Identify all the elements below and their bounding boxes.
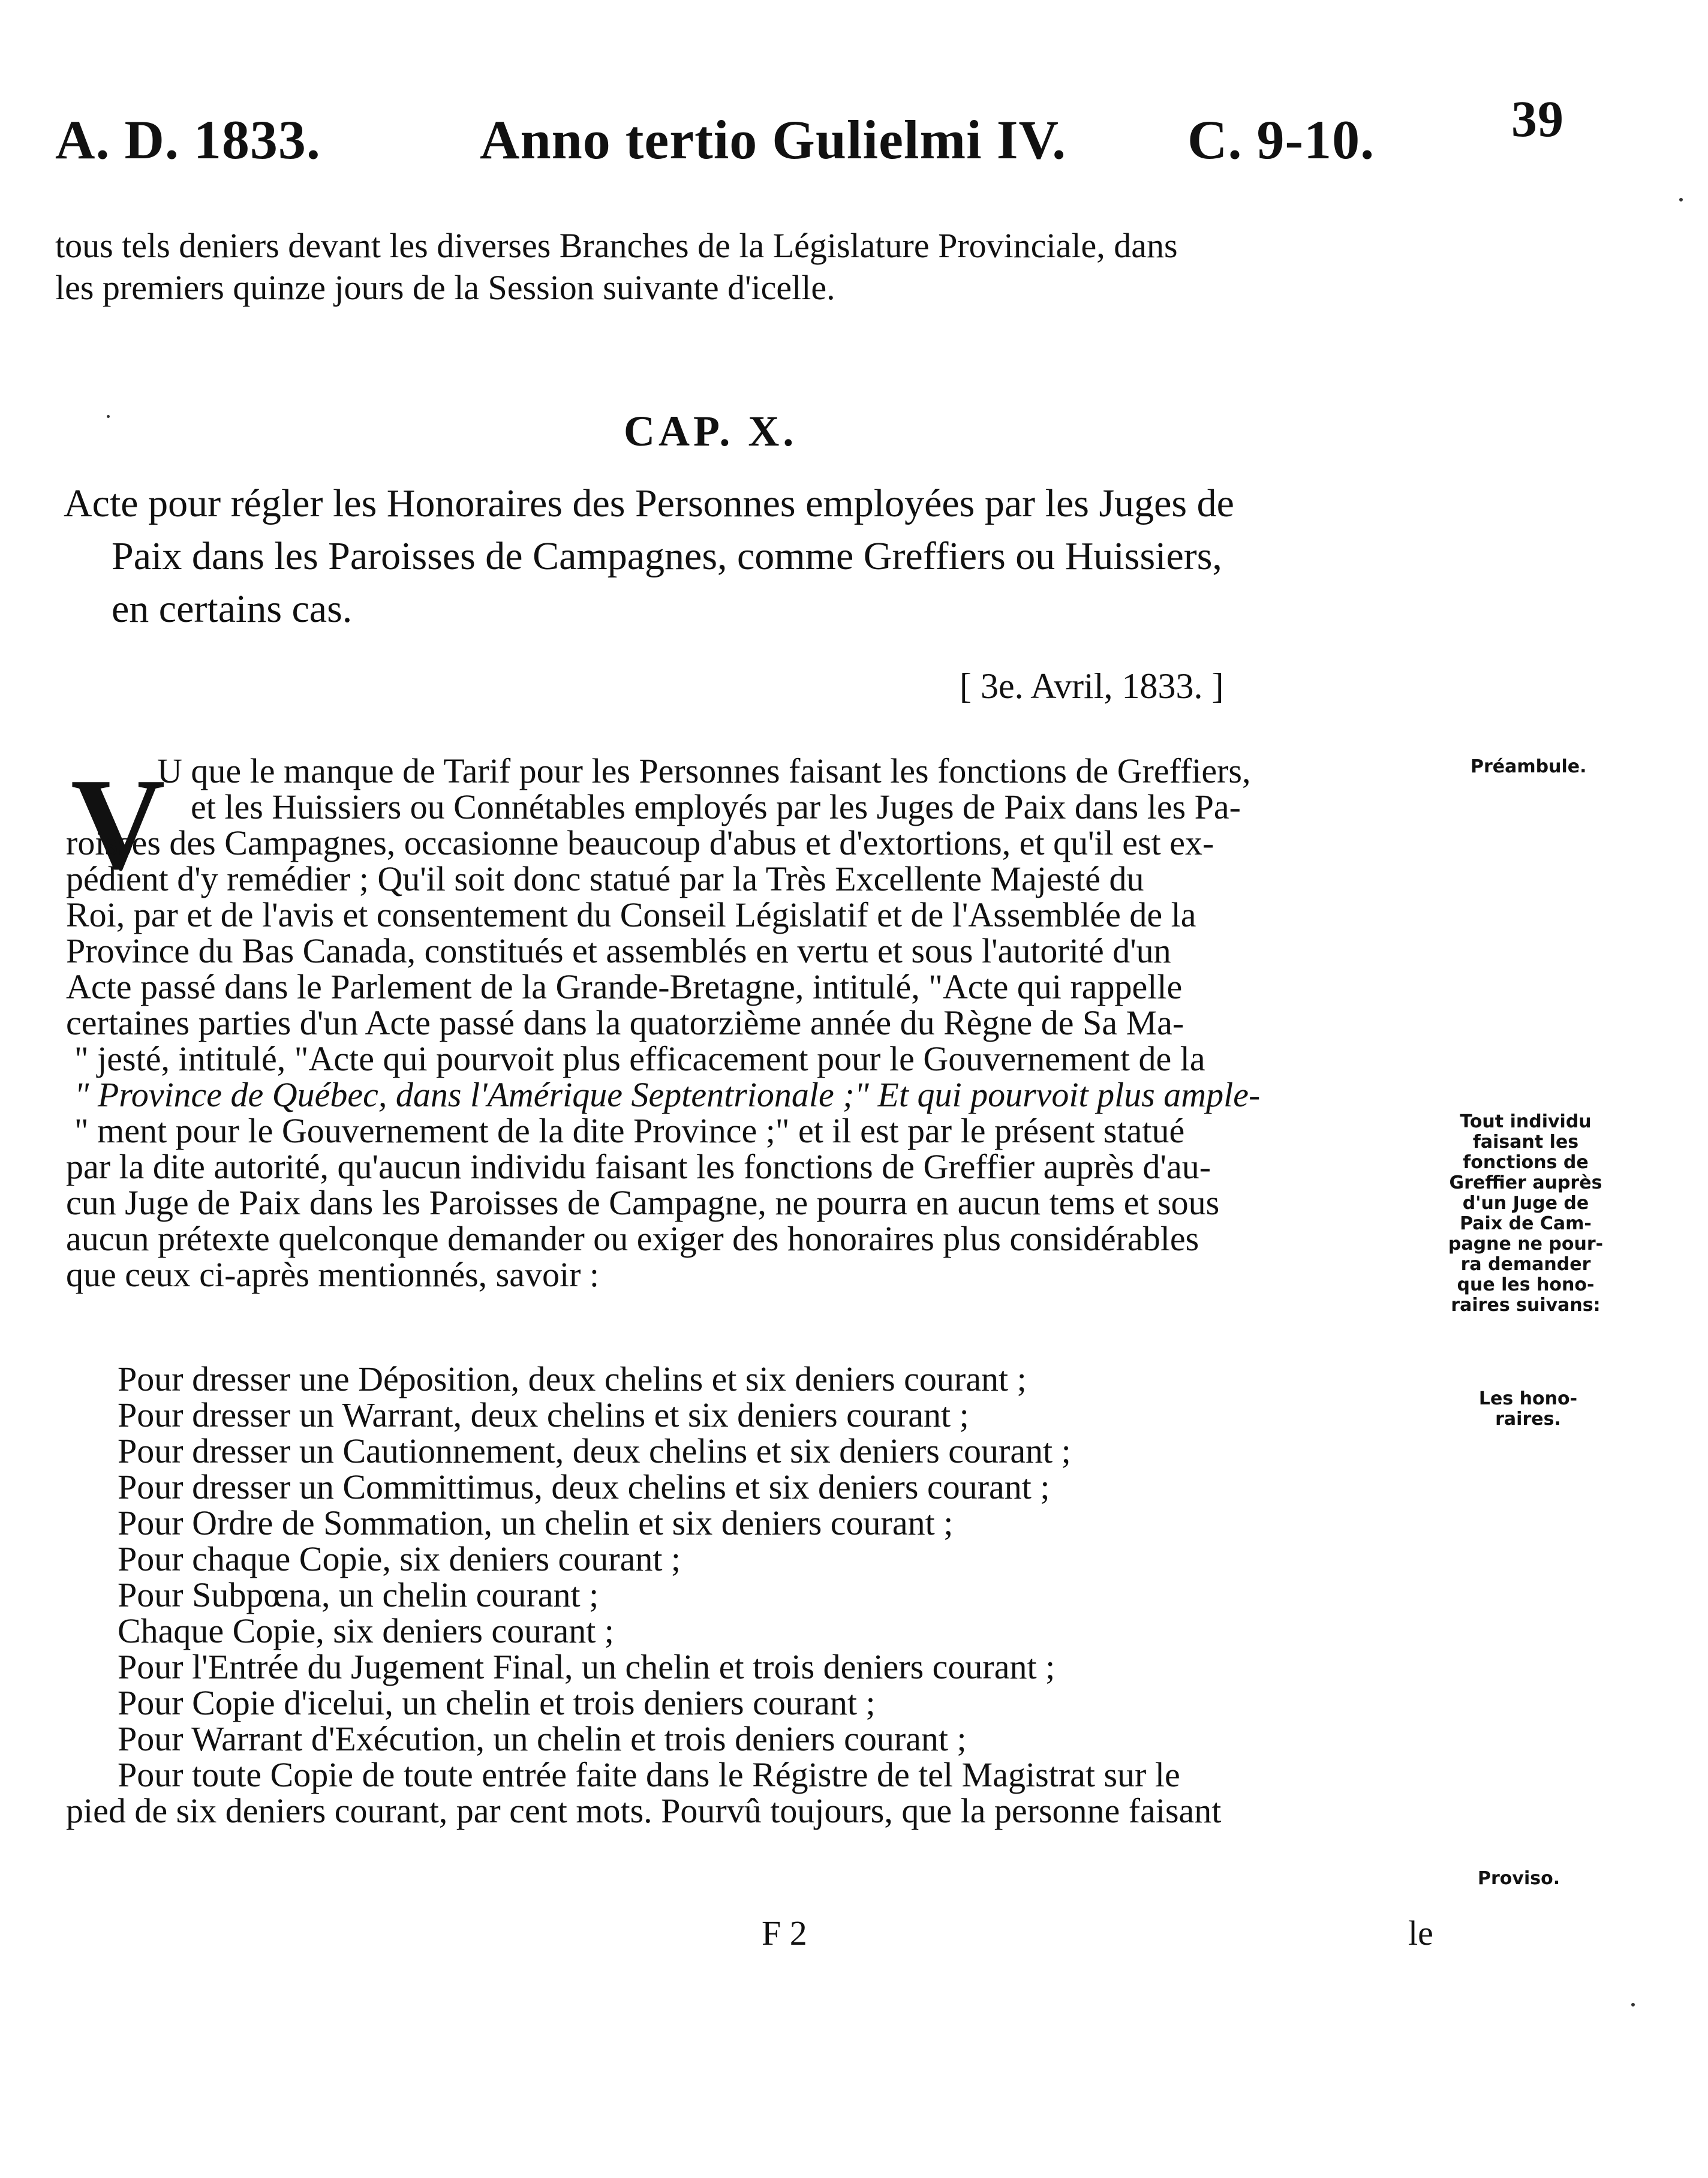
fee-item: Pour Copie d'icelui, un chelin et trois deniers courant ; [118, 1683, 876, 1722]
fee-item: Pour toute Copie de toute entrée faite dans le Régistre de tel Magistrat sur le [118, 1755, 1180, 1794]
preamble-line: cun Juge de Paix dans les Paroisses de Campagne, ne pourra en aucun tems et sous [66, 1183, 1220, 1222]
scan-speck [107, 415, 110, 418]
signature-mark: F 2 [762, 1914, 807, 1953]
fee-item: Pour dresser une Déposition, deux chelins et six deniers courant ; [118, 1359, 1027, 1398]
preamble-line: Acte passé dans le Parlement de la Grande-Bretagne, intitulé, "Acte qui rappelle [66, 967, 1183, 1006]
preamble-line: que ceux ci-après mentionnés, savoir : [66, 1255, 600, 1294]
act-date: [ 3e. Avril, 1833. ] [960, 666, 1224, 706]
act-title-line: Paix dans les Paroisses de Campagnes, comme Greffiers ou Huissiers, [112, 534, 1222, 578]
act-title-line: Acte pour régler les Honoraires des Personnes employées par les Juges de [64, 482, 1234, 525]
margin-note-line: que les hono- [1457, 1274, 1595, 1295]
scan-speck [1679, 198, 1683, 201]
header-title: Anno tertio Gulielmi IV. [480, 109, 1067, 170]
scan-speck [1631, 2003, 1635, 2006]
preamble-line: Roi, par et de l'avis et consentement du Conseil Législatif et de l'Assemblée de la [66, 895, 1196, 934]
margin-note-line: Les hono- [1478, 1388, 1578, 1409]
drop-cap: V [71, 752, 166, 897]
fee-item: Pour l'Entrée du Jugement Final, un chelin et trois deniers courant ; [118, 1647, 1056, 1686]
margin-note-line: fonctions de [1463, 1152, 1589, 1173]
margin-note-fees [1468, 1389, 1588, 1430]
margin-note-line: raires. [1495, 1409, 1561, 1430]
preamble-line: par la dite autorité, qu'aucun individu faisant les fonctions de Greffier auprès d'au- [66, 1147, 1211, 1186]
header-chapter: C. 9-10. [1187, 109, 1375, 170]
margin-note-line: ra demander [1460, 1254, 1591, 1275]
preamble-line: " Province de Québec, dans l'Amérique Septentrionale ;" Et qui pourvoit plus ample- [74, 1075, 1261, 1114]
fee-item: Chaque Copie, six deniers courant ; [118, 1611, 614, 1650]
preamble-line: roisses des Campagnes, occasionne beaucoup d'abus et d'extortions, et qu'il est ex- [66, 823, 1214, 862]
preamble-line: Province du Bas Canada, constitués et assemblés en vertu et sous l'autorité d'un [66, 931, 1171, 970]
fee-item: Pour dresser un Warrant, deux chelins et six deniers courant ; [118, 1395, 969, 1434]
margin-note-proviso: Proviso. [1478, 1868, 1560, 1889]
fee-item: Pour chaque Copie, six deniers courant ; [118, 1539, 681, 1578]
margin-note-line: Tout individu [1460, 1111, 1592, 1132]
act-title-line: en certains cas. [112, 587, 353, 631]
preamble-line: U que le manque de Tarif pour les Personnes faisant les fonctions de Greffiers, [157, 751, 1251, 790]
margin-note-individual [1444, 1112, 1607, 1316]
margin-note-preamble: Préambule. [1471, 756, 1587, 777]
continuation-line: tous tels deniers devant les diverses Branches de la Législature Provinciale, dans [55, 226, 1178, 265]
fee-item: pied de six deniers courant, par cent mots. Pourvû toujours, que la personne faisant [66, 1791, 1222, 1830]
margin-note-line: faisant les [1472, 1132, 1579, 1153]
page-number: 39 [1511, 90, 1564, 148]
margin-note-line: Paix de Cam- [1460, 1213, 1592, 1234]
fee-item: Pour Ordre de Sommation, un chelin et six deniers courant ; [118, 1503, 954, 1542]
catchword: le [1408, 1914, 1433, 1953]
preamble-line: et les Huissiers ou Connétables employés par les Juges de Paix dans les Pa- [191, 787, 1241, 826]
margin-note-line: raires suivans: [1451, 1295, 1601, 1316]
margin-note-line: d'un Juge de [1462, 1193, 1589, 1214]
preamble-line: certaines parties d'un Acte passé dans la quatorzième année du Règne de Sa Ma- [66, 1003, 1184, 1042]
margin-note-line: pagne ne pour- [1448, 1234, 1604, 1255]
continuation-line: les premiers quinze jours de la Session suivante d'icelle. [55, 268, 835, 307]
header-year: A. D. 1833. [55, 109, 321, 170]
chapter-heading: CAP. X. [624, 407, 798, 455]
margin-note-line: Greffier auprès [1449, 1172, 1602, 1193]
preamble-line: " ment pour le Gouvernement de la dite Province ;" et il est par le présent statué [74, 1111, 1185, 1150]
preamble-line: aucun prétexte quelconque demander ou exiger des honoraires plus considérables [66, 1219, 1199, 1258]
fee-item: Pour Warrant d'Exécution, un chelin et trois deniers courant ; [118, 1719, 967, 1758]
fee-item: Pour Subpœna, un chelin courant ; [118, 1575, 599, 1614]
fee-item: Pour dresser un Committimus, deux chelins et six deniers courant ; [118, 1467, 1050, 1506]
preamble-line: " jesté, intitulé, "Acte qui pourvoit plus efficacement pour le Gouvernement de la [74, 1039, 1205, 1078]
fee-item: Pour dresser un Cautionnement, deux chelins et six deniers courant ; [118, 1431, 1071, 1470]
preamble-line: pédient d'y remédier ; Qu'il soit donc statué par la Très Excellente Majesté du [66, 859, 1144, 898]
